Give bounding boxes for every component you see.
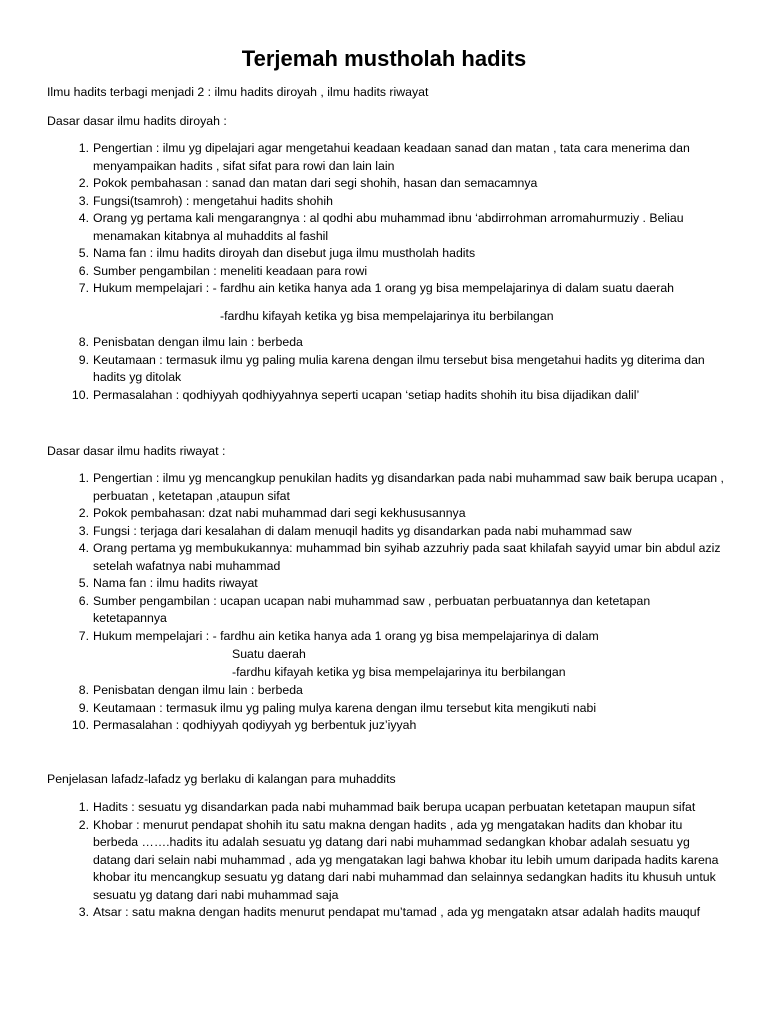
list-item-number: 1.: [78, 141, 89, 155]
list-item-number: 1.: [78, 471, 89, 485]
list-item: [47, 593, 727, 628]
section1-heading: Dasar dasar ilmu hadits diroyah :: [47, 114, 227, 128]
list-item: [47, 682, 727, 700]
list-item: [47, 280, 727, 298]
list-item: [47, 505, 727, 523]
section3-heading: Penjelasan lafadz-lafadz yg berlaku di kalangan para muhaddits: [47, 772, 396, 786]
section1-list-b: [47, 334, 727, 404]
list-item-text: Orang yg pertama kali mengarangnya : al qodhi abu muhammad ibnu ‘abdirrohman arromahurmuziy . Beliau menamakan kitabnya al muhaddits al fashil: [93, 211, 684, 243]
list-item-text: Pengertian : ilmu yg dipelajari agar mengetahui keadaan keadaan sanad dan matan , tata cara menerima dan menyampaikan hadits , sifat sifat para rowi dan lain lain: [93, 141, 690, 173]
list-item-text: Sumber pengambilan : ucapan ucapan nabi muhammad saw , perbuatan perbuatannya dan ketetapan ketetapannya: [93, 593, 651, 625]
list-item-number: 10.: [71, 387, 89, 402]
list-item-text: Nama fan : ilmu hadits riwayat: [93, 576, 258, 590]
list-item-text: Orang pertama yg membukukannya: muhammad bin syihab azzuhriy pada saat khilafah sayyid umar bin abdul aziz setelah wafatnya nabi muhammad: [93, 541, 721, 573]
list-item-number: 1.: [78, 800, 89, 814]
list-item: [47, 700, 727, 718]
list-item-text: Keutamaan : termasuk ilmu yg paling mulia karena dengan ilmu tersebut bisa mengetahui hadits yg diterima dan hadits yg ditolak: [93, 352, 705, 384]
list-item-number: 4.: [78, 541, 89, 555]
list-item-number: 6.: [78, 593, 89, 608]
list-item-number: 8.: [78, 335, 89, 349]
list-item: [47, 193, 727, 211]
list-item-text: Pokok pembahasan : sanad dan matan dari segi shohih, hasan dan semacamnya: [93, 176, 538, 190]
list-item-text: Atsar : satu makna dengan hadits menurut pendapat mu’tamad , ada yg mengatakn atsar adalah hadits mauquf: [93, 905, 701, 919]
list-item-number: 9.: [78, 700, 89, 715]
list-item: [47, 540, 727, 575]
list-item: [47, 263, 727, 281]
list-item-number: 10.: [71, 718, 89, 732]
list-item-text: Pengertian : ilmu yg mencangkup penukilan hadits yg disandarkan pada nabi muhammad saw baik berupa ucapan , perbuatan , ketetapan ,ataupun sifat: [93, 471, 724, 503]
list-item-number: 6.: [78, 263, 89, 278]
list-item-number: 7.: [78, 281, 89, 295]
section2-list-b: [47, 682, 727, 735]
list-item-text: Hukum mempelajari : - fardhu ain ketika hanya ada 1 orang yg bisa mempelajarinya di dalam suatu daerah: [93, 281, 675, 295]
list-item: [47, 717, 727, 735]
list-item-number: 5.: [78, 246, 89, 260]
list-item: [47, 140, 727, 175]
list-item-number: 3.: [78, 905, 89, 919]
list-item-number: 7.: [78, 628, 89, 643]
list-item: [47, 175, 727, 193]
list-item: [47, 352, 727, 387]
section2-list-a: [47, 470, 727, 645]
list-item: [47, 387, 727, 405]
list-item-number: 3.: [78, 523, 89, 538]
list-item-text: Fungsi : terjaga dari kesalahan di dalam menuqil hadits yg disandarkan pada nabi muhammad saw: [93, 523, 632, 538]
list-item-text: Permasalahan : qodhiyyah qodhiyyahnya seperti ucapan ‘setiap hadits shohih itu bisa dijadikan dalil’: [93, 387, 640, 402]
list-item: [47, 334, 727, 352]
list-item: [47, 799, 727, 817]
list-item-text: Permasalahan : qodhiyyah qodiyyah yg berbentuk juz’iyyah: [93, 718, 417, 732]
list-item-number: 3.: [78, 193, 89, 208]
list-item-text: Penisbatan dengan ilmu lain : berbeda: [93, 335, 303, 349]
list-item: [47, 904, 727, 922]
list-item-number: 8.: [78, 683, 89, 697]
list-item: [47, 245, 727, 263]
list-item-number: 2.: [78, 176, 89, 190]
list-item: [47, 575, 727, 593]
section2-item7-sub-b: -fardhu kifayah ketika yg bisa mempelajarinya itu berbilangan: [232, 665, 566, 679]
list-item-text: Hadits : sesuatu yg disandarkan pada nabi muhammad baik berupa ucapan perbuatan ketetapan maupun sifat: [93, 800, 696, 814]
list-item-text: Nama fan : ilmu hadits diroyah dan disebut juga ilmu mustholah hadits: [93, 246, 476, 260]
list-item-number: 9.: [78, 352, 89, 367]
page-title: Terjemah mustholah hadits: [241, 46, 527, 71]
list-item-text: Sumber pengambilan : meneliti keadaan para rowi: [93, 263, 368, 278]
list-item-text: Keutamaan : termasuk ilmu yg paling mulya karena dengan ilmu tersebut kita mengikuti nabi: [93, 700, 597, 715]
list-item-text: Khobar : menurut pendapat shohih itu satu makna dengan hadits , ada yg mengatakan hadits dan khobar itu berbeda …….hadits itu adalah sesuatu yg datang dari nabi muhammad sedangkan khobar adalah sesuatu yg datang dari selain nabi muhammad , ada yg mengatakan lagi bahwa khobar itu lebih umum daripada hadits karena khobar itu mencangkup sesuatu yg datang dari nabi muhammad dan selainnya sedangkan hadits itu khusuh untuk sesuatu yg datang dari nabi muhammad saja: [93, 817, 719, 902]
list-item-text: Pokok pembahasan: dzat nabi muhammad dari segi kekhususannya: [93, 506, 466, 520]
list-item-text: Hukum mempelajari : - fardhu ain ketika hanya ada 1 orang yg bisa mempelajarinya di dalam: [93, 628, 599, 643]
list-item-number: 5.: [78, 576, 89, 590]
list-item-number: 2.: [78, 817, 89, 832]
list-item: [47, 470, 727, 505]
list-item-text: Penisbatan dengan ilmu lain : berbeda: [93, 683, 303, 697]
section3-list: [47, 799, 727, 922]
list-item: [47, 523, 727, 541]
section1-item7-sub: -fardhu kifayah ketika yg bisa mempelajarinya itu berbilangan: [220, 309, 554, 323]
list-item-number: 4.: [78, 211, 89, 225]
section1-list-a: [47, 140, 727, 298]
list-item-number: 2.: [78, 506, 89, 520]
intro-text: Ilmu hadits terbagi menjadi 2 : ilmu hadits diroyah , ilmu hadits riwayat: [47, 85, 429, 99]
section2-heading: Dasar dasar ilmu hadits riwayat :: [47, 444, 226, 458]
list-item: [47, 628, 727, 646]
list-item: [47, 210, 727, 245]
list-item-text: Fungsi(tsamroh) : mengetahui hadits shohih: [93, 193, 333, 208]
section2-item7-sub-a: Suatu daerah: [232, 647, 306, 661]
list-item: [47, 817, 727, 905]
